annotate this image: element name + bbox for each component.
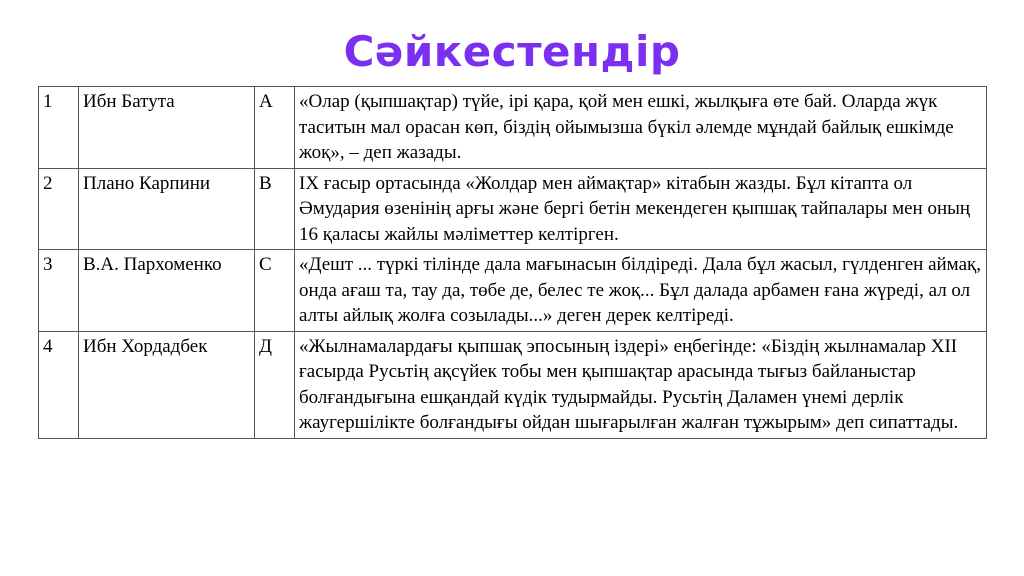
author-name: Ибн Хордадбек (79, 331, 255, 438)
author-name: Плано Карпини (79, 168, 255, 250)
row-letter: Д (255, 331, 295, 438)
quote-text: «Дешт ... түркі тілінде дала мағынасын білдіреді. Дала бұл жасыл, гүлденген аймақ, онда ағаш та, тау да, төбе де, белес те жоқ... Бұл далада арбамен ғана жүреді, ал ол алты айлық жолға созылады...» деген дерек келтіреді. (295, 250, 987, 332)
quote-text: «Олар (қыпшақтар) түйе, ірі қара, қой мен ешкі, жылқыға өте бай. Оларда жүк таситын мал орасан көп, біздің ойымызша бүкіл әлемде мұндай байлық ешкімде жоқ», – деп жазады. (295, 87, 987, 169)
row-letter: В (255, 168, 295, 250)
table-row (39, 250, 987, 332)
author-name: Ибн Батута (79, 87, 255, 169)
row-letter: А (255, 87, 295, 169)
table-row (39, 87, 987, 169)
row-letter: С (255, 250, 295, 332)
slide-title: Сәйкестендір (343, 27, 681, 76)
row-number: 4 (39, 331, 79, 438)
matching-table (38, 86, 987, 439)
table-row (39, 331, 987, 438)
row-number: 3 (39, 250, 79, 332)
quote-text: IX ғасыр ортасында «Жолдар мен аймақтар» кітабын жазды. Бұл кітапта ол Әмудария өзенінің арғы және бергі бетін мекендеген қыпшақ тайпалары мен оның 16 қаласы жайлы мәліметтер келтірген. (295, 168, 987, 250)
row-number: 2 (39, 168, 79, 250)
quote-text: «Жылнамалардағы қыпшақ эпосының іздері» еңбегінде: «Біздің жылнамалар XII ғасырда Русьтің ақсүйек тобы мен қыпшақтар арасында тығыз байланыстар болғандығына ешқандай күдік тудырмайды. Русьтің Даламен үнемі дерлік жаугершілікте болғандығы ойдан шығарылған жалған тұжырым» деп сипаттады. (295, 331, 987, 438)
author-name: В.А. Пархоменко (79, 250, 255, 332)
table-row (39, 168, 987, 250)
row-number: 1 (39, 87, 79, 169)
